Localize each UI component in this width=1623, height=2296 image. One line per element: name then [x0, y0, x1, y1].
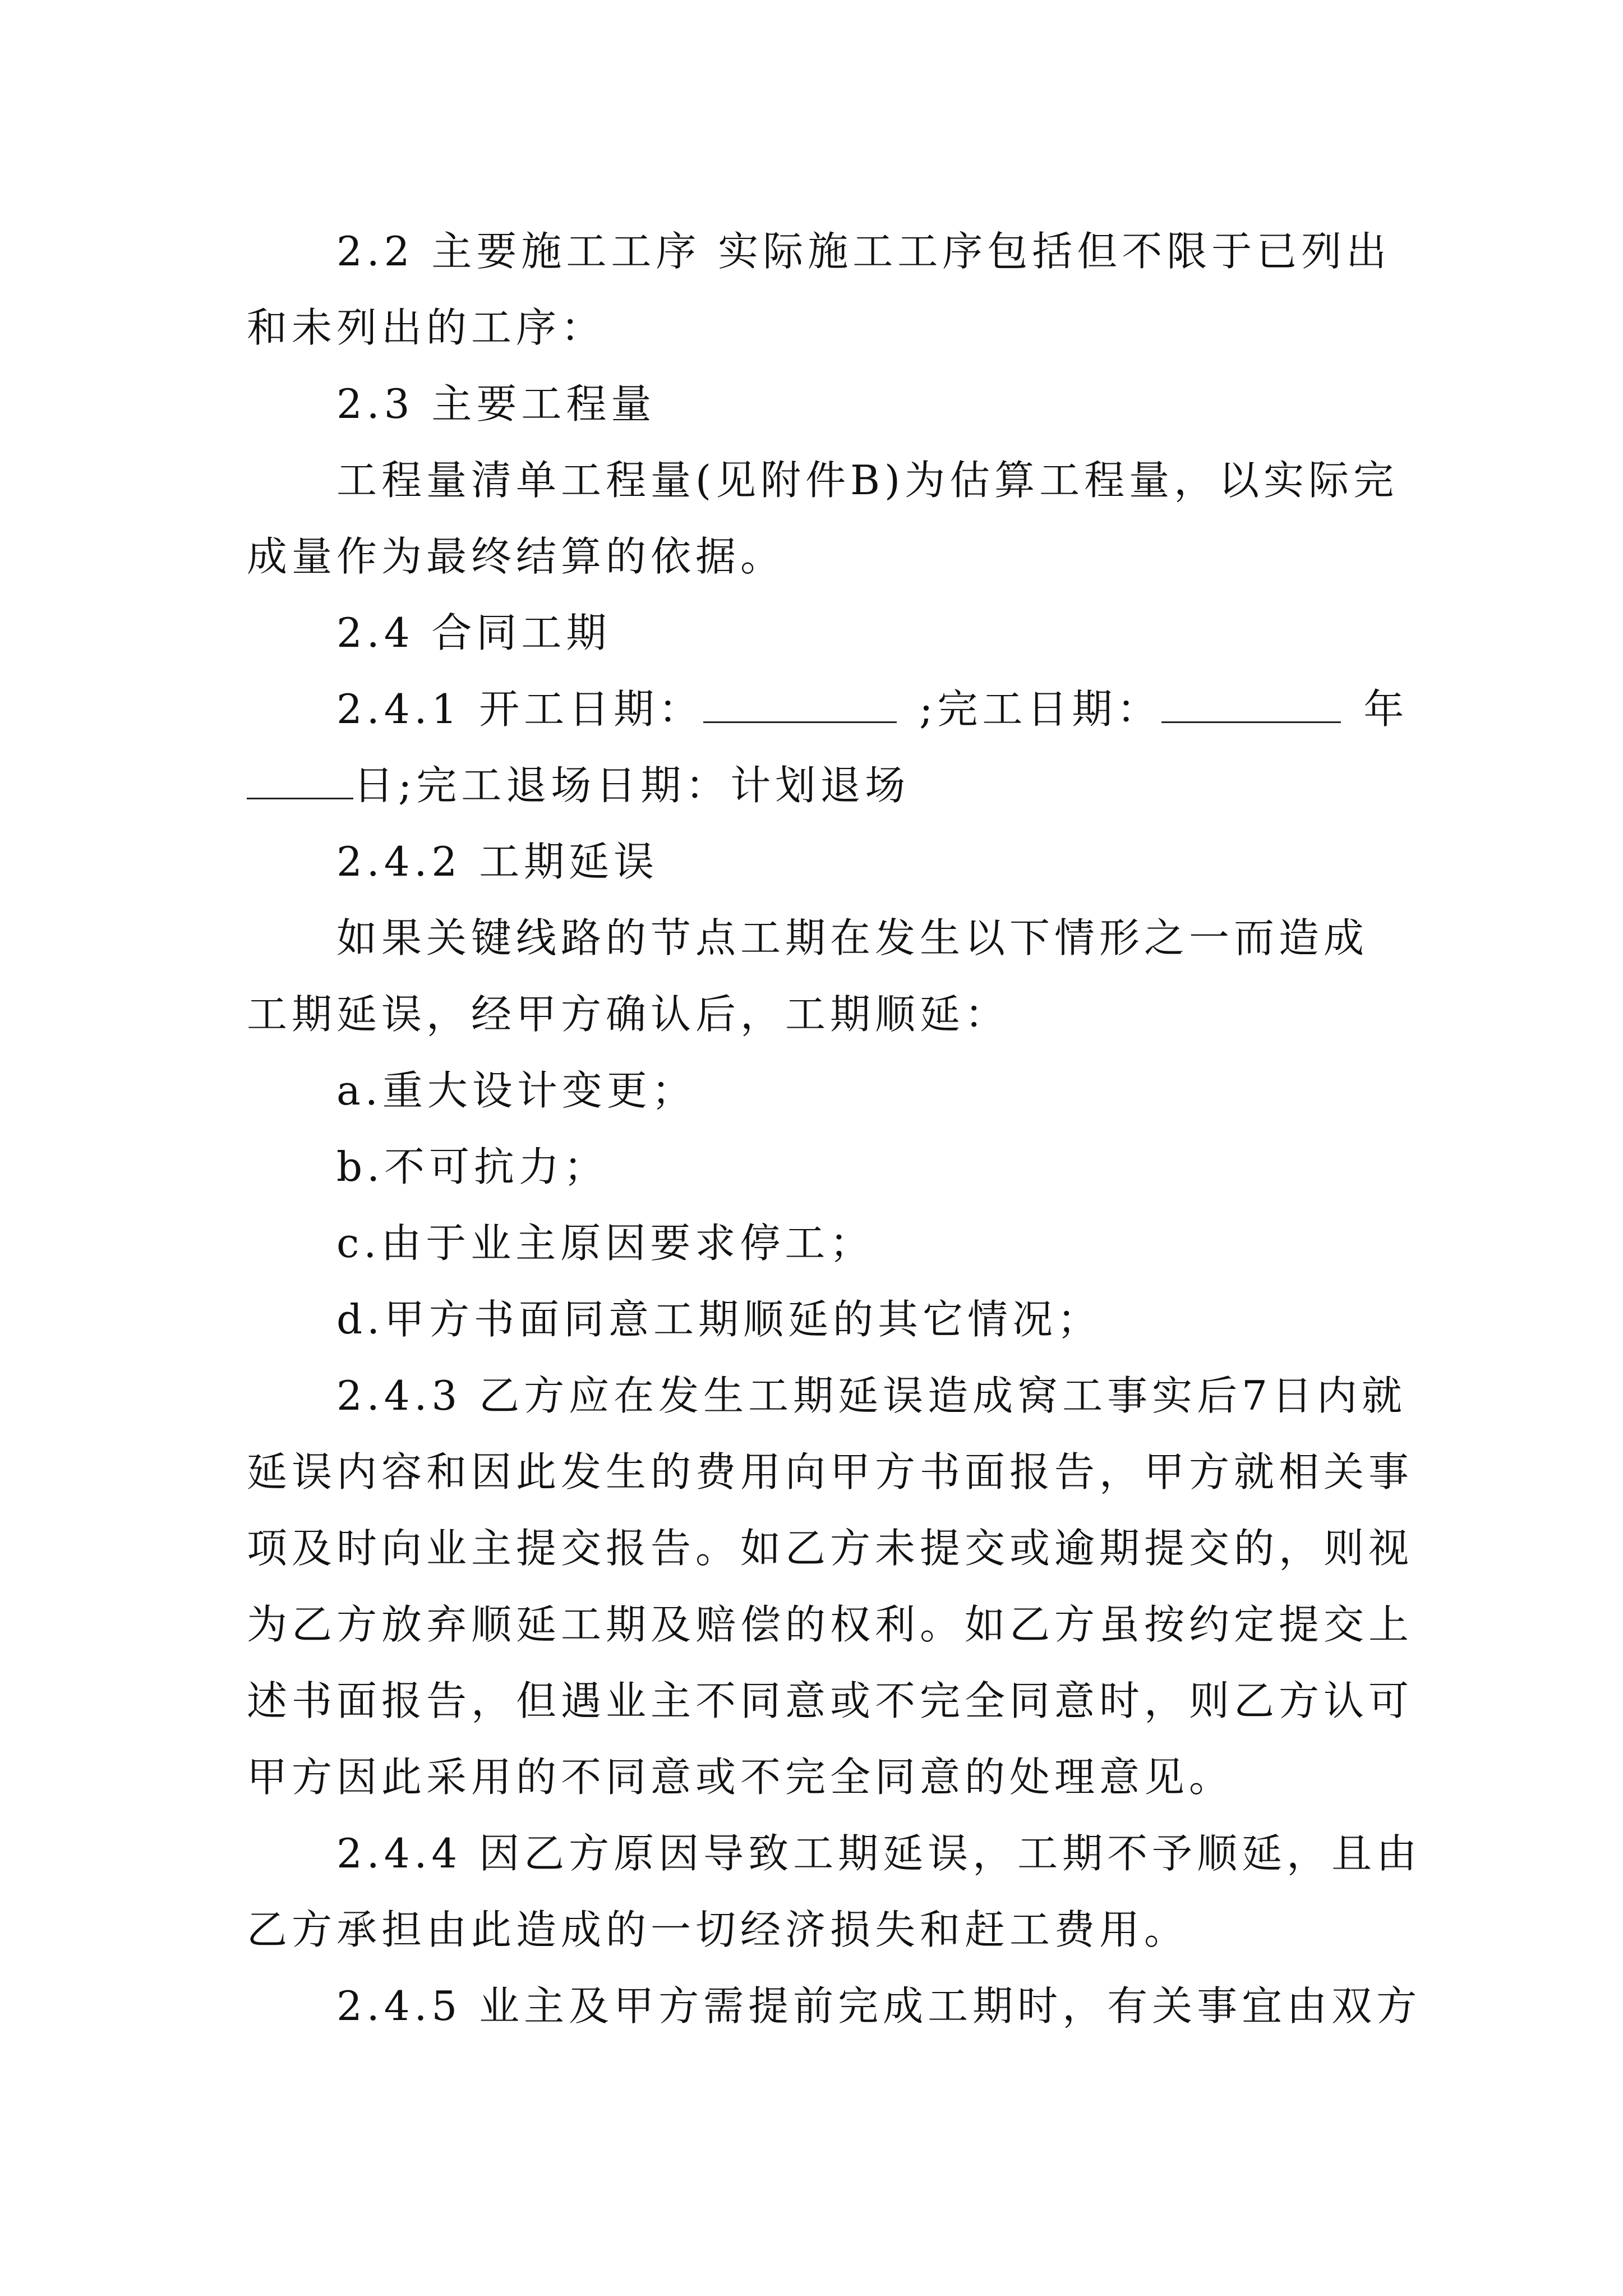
section-2-2-line-2: 和未列出的工序：: [247, 304, 606, 351]
start-date-label: 2.4.1 开工日期：: [336, 685, 704, 733]
section-2-4-3-line-5: 述书面报告，但遇业主不同意或不完全同意时，则乙方认可: [247, 1677, 1414, 1724]
section-2-4-3-line-2: 延误内容和因此发生的费用向甲方书面报告，甲方就相关事: [247, 1448, 1414, 1496]
list-item-c: c.由于业主原因要求停工；: [336, 1220, 875, 1267]
section-2-3-line-2: 成量作为最终结算的依据。: [247, 533, 786, 580]
section-2-4-3-line-1: 2.4.3 乙方应在发生工期延误造成窝工事实后7日内就: [336, 1372, 1407, 1419]
end-date-blank[interactable]: [1161, 687, 1341, 723]
section-2-4-3-line-4: 为乙方放弃顺延工期及赔偿的权利。如乙方虽按约定提交上: [247, 1601, 1414, 1648]
year-label: 年: [1363, 685, 1409, 733]
section-2-4-1-line-2: [247, 747, 1380, 823]
section-2-4-5-line-1: 2.4.5 业主及甲方需提前完成工期时，有关事宜由双方: [336, 1982, 1422, 2030]
section-2-4-2-line-1: 如果关键线路的节点工期在发生以下情形之一而造成: [336, 914, 1369, 961]
exit-date-text: 日;完工退场日期：计划退场: [353, 762, 910, 809]
section-2-4-4-line-1: 2.4.4 因乙方原因导致工期延误，工期不予顺延，且由: [336, 1830, 1422, 1877]
start-date-blank[interactable]: [703, 687, 897, 723]
section-2-4-4-line-2: 乙方承担由此造成的一切经济损失和赶工费用。: [247, 1906, 1189, 1953]
section-2-4-3-line-3: 项及时向业主提交报告。如乙方未提交或逾期提交的，则视: [247, 1525, 1414, 1572]
list-item-a: a.重大设计变更；: [336, 1067, 697, 1114]
document-body: [247, 213, 1422, 2044]
section-2-3-line-1: 工程量清单工程量(见附件B)为估算工程量，以实际完: [336, 457, 1399, 504]
list-item-d: d.甲方书面同意工期顺延的其它情况；: [336, 1296, 1102, 1343]
list-item-b: b.不可抗力；: [336, 1143, 608, 1190]
section-2-4-1-line-1: [247, 671, 1409, 747]
section-2-4-2-line-2: 工期延误，经甲方确认后，工期顺延：: [247, 991, 1010, 1038]
day-blank[interactable]: [247, 763, 353, 799]
section-2-4-2-heading: 2.4.2 工期延误: [336, 838, 659, 885]
section-2-4-heading: 2.4 合同工期: [336, 609, 611, 656]
section-2-2-line-1: 2.2 主要施工工序 实际施工工序包括但不限于已列出: [336, 228, 1391, 275]
end-date-label: ;完工日期：: [919, 685, 1162, 733]
section-2-4-3-line-6: 甲方因此采用的不同意或不完全同意的处理意见。: [247, 1754, 1234, 1801]
section-2-3-heading: 2.3 主要工程量: [336, 380, 656, 427]
